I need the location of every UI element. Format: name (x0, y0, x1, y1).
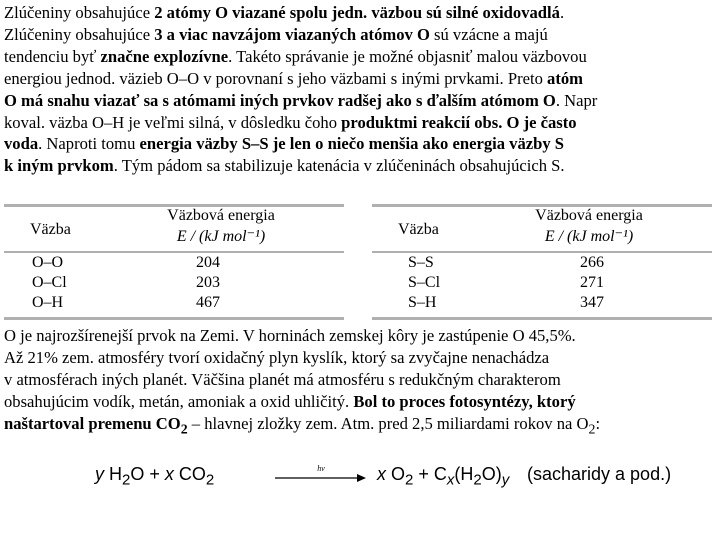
text-line: O je najrozšírenejší prvok na Zemi. V horninách zemskej kôry je zastúpenie O 45,5%. (4, 326, 576, 345)
table-row (4, 254, 344, 274)
table-rule (4, 251, 344, 253)
table-row (4, 274, 344, 294)
text-line: obsahujúcim vodík, metán, amoniak a oxid uhličitý. Bol to proces fotosyntézy, ktorý (4, 391, 576, 411)
column-header-bond: Väzba (30, 221, 71, 238)
arrow-label: hν (317, 464, 325, 473)
text-line: tendenciu byť značne explozívne. Takéto správanie je možné objasniť malou väzbovou (4, 46, 587, 66)
energy-cell: 467 (196, 294, 220, 311)
energy-cell: 266 (580, 254, 604, 271)
reaction-arrow-icon (273, 462, 369, 488)
energy-cell: 203 (196, 274, 220, 291)
column-header-energy: Väzbová energia (535, 207, 643, 224)
text-line: v atmosférach iných planét. Väčšina planét má atmosféru s redukčným charakterom (4, 369, 561, 389)
energy-cell: 271 (580, 274, 604, 291)
table-row (372, 274, 712, 294)
text-line: naštartoval premenu $CO_2$ – hlavnej zložky zem. Atm. pred 2,5 miliardami rokov na $O_2$: (4, 413, 601, 436)
energy-cell: 347 (580, 294, 604, 311)
column-header-energy-unit: E / (kJ mol⁻¹) (176, 228, 266, 245)
photosynthesis-equation (95, 462, 672, 492)
paragraph-oxygen-abundance (4, 325, 720, 440)
text-line: voda. Naproti tomu energia väzby S–S je len o niečo menšia ako energia väzby S (4, 134, 565, 154)
column-header-bond: Väzba (398, 221, 439, 238)
products: x $O_2 + C_x(H_2O)_y$ (377, 464, 510, 489)
text-line: koval. väzba O–H je veľmi silná, v dôsledku čoho produktmi reakcií obs. O je často (4, 112, 577, 132)
paragraph-oxygen-bonding (4, 2, 720, 177)
bond-cell: S–S (408, 254, 434, 271)
text-line: k iným prvkom. Tým pádom sa stabilizuje katenácia v zlúčeninách obsahujúcich S. (4, 156, 565, 176)
bond-cell: S–H (408, 294, 437, 311)
bond-cell: O–H (32, 294, 64, 311)
table-row (372, 294, 712, 314)
energy-cell: 204 (196, 254, 220, 271)
table-rule (4, 317, 344, 320)
column-header-energy: Väzbová energia (167, 207, 275, 224)
equation-note: (sacharidy a pod.) (527, 464, 672, 484)
bond-cell: O–Cl (32, 274, 67, 291)
text-line: Až 21% zem. atmosféry tvorí oxidačný plyn kyslík, ktorý sa zvyčajne nenachádza (4, 347, 550, 367)
table-rule (372, 251, 712, 253)
text-line: Zlúčeniny obsahujúce 3 a viac navzájom viazaných atómov O sú vzácne a majú (4, 24, 548, 44)
text-line: O má snahu viazať sa s atómami iných prvkov radšej ako s ďalším atómom O. Napr (4, 90, 598, 110)
bond-cell: S–Cl (408, 274, 441, 291)
table-row (4, 294, 344, 314)
text-line: Zlúčeniny obsahujúce 2 atómy O viazané spolu jedn. väzbou sú silné oxidovadlá. (4, 3, 565, 22)
table-row (372, 254, 712, 274)
bond-cell: O–O (32, 254, 64, 271)
text-line: energiou jednod. väzieb O–O v porovnaní s jeho väzbami s inými prvkami. Preto atóm (4, 68, 583, 88)
reactants: y $H_2O + x$ $CO_2$ (95, 464, 215, 489)
table-rule (372, 317, 712, 320)
column-header-energy-unit: E / (kJ mol⁻¹) (544, 228, 634, 245)
